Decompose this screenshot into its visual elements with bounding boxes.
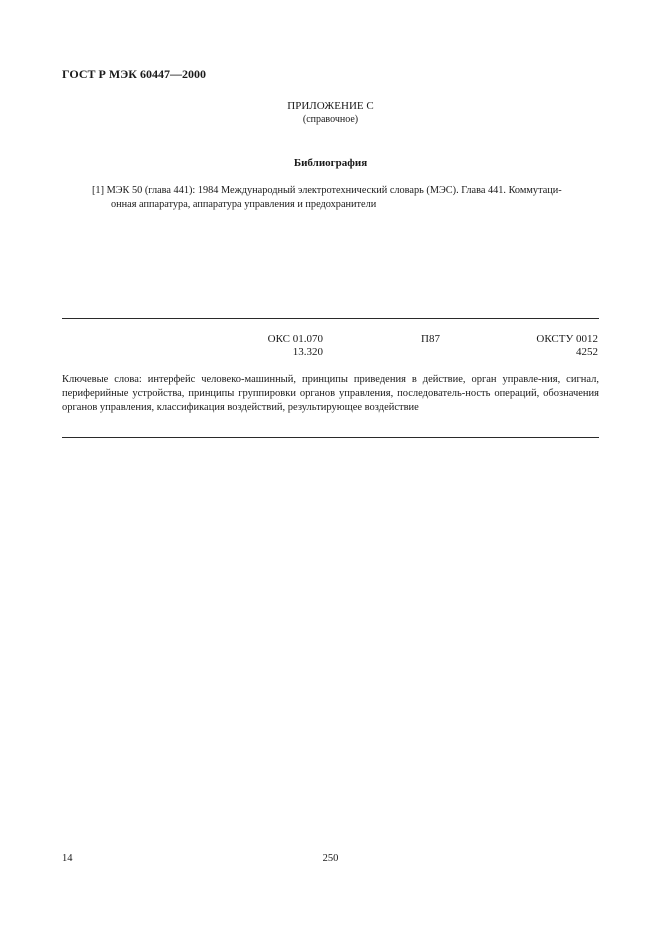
bibliography-entry-line1: [1] МЭК 50 (глава 441): 1984 Международный электротехнический словарь (МЭС). Глава 441. Коммутаци- (92, 185, 562, 196)
keywords-paragraph: Ключевые слова: интерфейс человеко-машинный, принципы приведения в действие, орган управле-ния, сигнал, периферийные устройства, принципы группировки органов управления, последователь-ность операций, обозначения органов управления, классификация воздействий, результирующее воздействие (62, 374, 599, 413)
oks-code-line1: ОКС 01.070 (267, 333, 323, 345)
group-code: П87 (421, 333, 440, 345)
document-standard-code: ГОСТ Р МЭК 60447—2000 (62, 67, 206, 81)
bibliography-entry-line2: онная аппаратура, аппаратура управления и предохранители (111, 199, 377, 210)
page-number-left: 14 (62, 853, 73, 864)
appendix-subtitle: (справочное) (302, 114, 359, 125)
bottom-divider (62, 437, 599, 438)
top-divider (62, 318, 599, 319)
bibliography-entry (94, 184, 604, 212)
okstu-code-line2: 4252 (576, 346, 598, 358)
bibliography-heading: Библиография (293, 157, 368, 169)
page-number-center: 250 (322, 853, 339, 864)
okstu-code-line1: ОКСТУ 0012 (536, 333, 598, 345)
oks-code-line2: 13.320 (292, 346, 323, 358)
appendix-title-block (0, 99, 661, 127)
appendix-title: ПРИЛОЖЕНИЕ С (287, 100, 374, 112)
okstu-code (480, 333, 598, 359)
oks-code (210, 333, 323, 359)
